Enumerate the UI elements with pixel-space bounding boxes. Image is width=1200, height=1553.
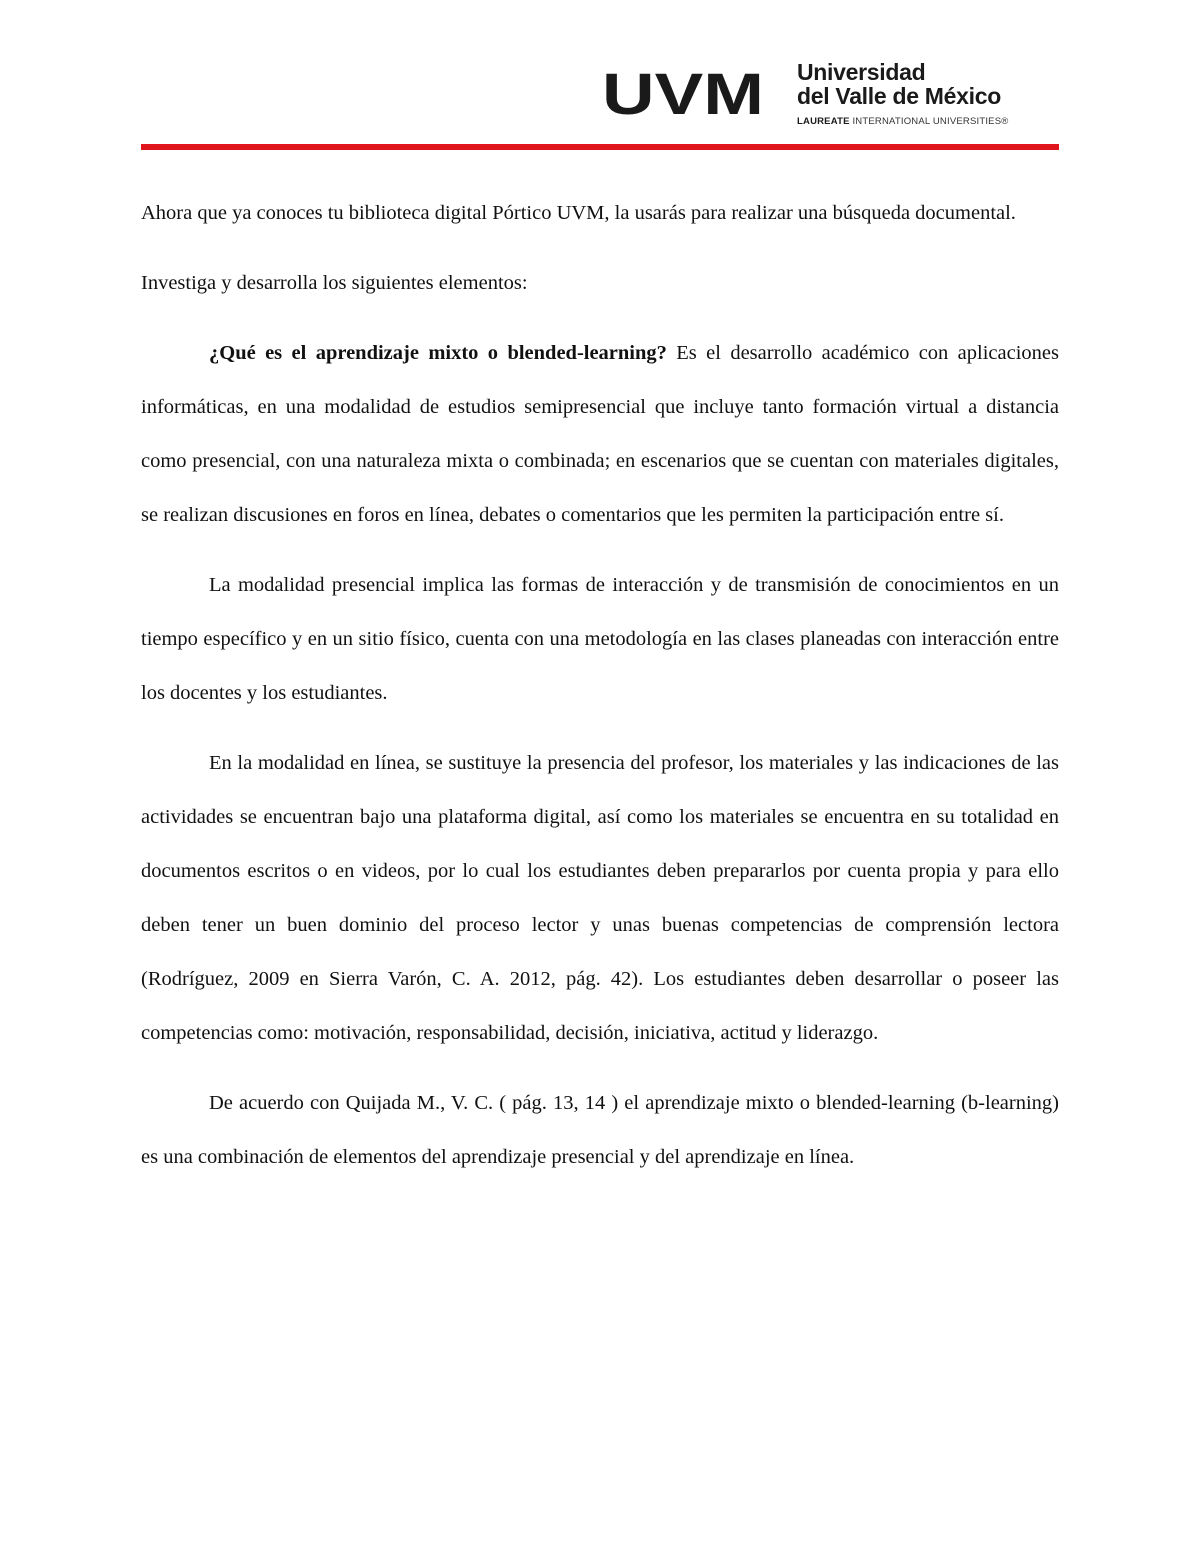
- university-name-block: [797, 60, 1077, 127]
- definition-text: Es el desarrollo académico con aplicaciones informáticas, en una modalidad de estudios semipresencial que incluye tanto formación virtual a distancia como presencial, con una naturaleza mixta o combinada; en escenarios que se cuentan con materiales digitales, se realizan discusiones en foros en línea, debates o comentarios que les permiten la participación entre sí.: [141, 342, 1059, 526]
- question-heading: ¿Qué es el aprendizaje mixto o blended-learning?: [209, 342, 667, 364]
- paragraph-presencial: La modalidad presencial implica las formas de interacción y de transmisión de conocimientos en un tiempo específico y en un sitio físico, cuenta con una metodología en las clases planeadas con interacción entre los docentes y los estudiantes.: [141, 574, 1059, 704]
- header-divider: [141, 144, 1059, 150]
- document-header: [0, 0, 1200, 160]
- university-name-line1: Universidad: [797, 59, 926, 85]
- uvm-logo-letters: UVM: [602, 62, 764, 127]
- university-name-line2: del Valle de México: [797, 83, 1001, 109]
- laureate-bold: LAUREATE: [797, 116, 850, 127]
- paragraph-instructions: Investiga y desarrolla los siguientes elementos:: [141, 272, 528, 294]
- paragraph-quijada: De acuerdo con Quijada M., V. C. ( pág. 13, 14 ) el aprendizaje mixto o blended-learning (b-learning) es una combinación de elementos del aprendizaje presencial y del aprendizaje en línea.: [141, 1092, 1059, 1168]
- paragraph-intro: Ahora que ya conoces tu biblioteca digital Pórtico UVM, la usarás para realizar una búsqueda documental.: [141, 202, 1016, 224]
- document-body: [141, 186, 1059, 1200]
- laureate-rest: INTERNATIONAL UNIVERSITIES®: [852, 116, 1009, 127]
- laureate-network-label: [797, 116, 1077, 127]
- uvm-logo: [602, 58, 772, 128]
- paragraph-en-linea: En la modalidad en línea, se sustituye la presencia del profesor, los materiales y las indicaciones de las actividades se encuentran bajo una plataforma digital, así como los materiales se encuentra en su totalidad en documentos escritos o en videos, por lo cual los estudiantes deben prepararlos por cuenta propia y para ello deben tener un buen dominio del proceso lector y unas buenas competencias de comprensión lectora (Rodríguez, 2009 en Sierra Varón, C. A. 2012, pág. 42). Los estudiantes deben desarrollar o poseer las competencias como: motivación, responsabilidad, decisión, iniciativa, actitud y liderazgo.: [141, 752, 1059, 1044]
- paragraph-blended-definition: [141, 326, 1059, 542]
